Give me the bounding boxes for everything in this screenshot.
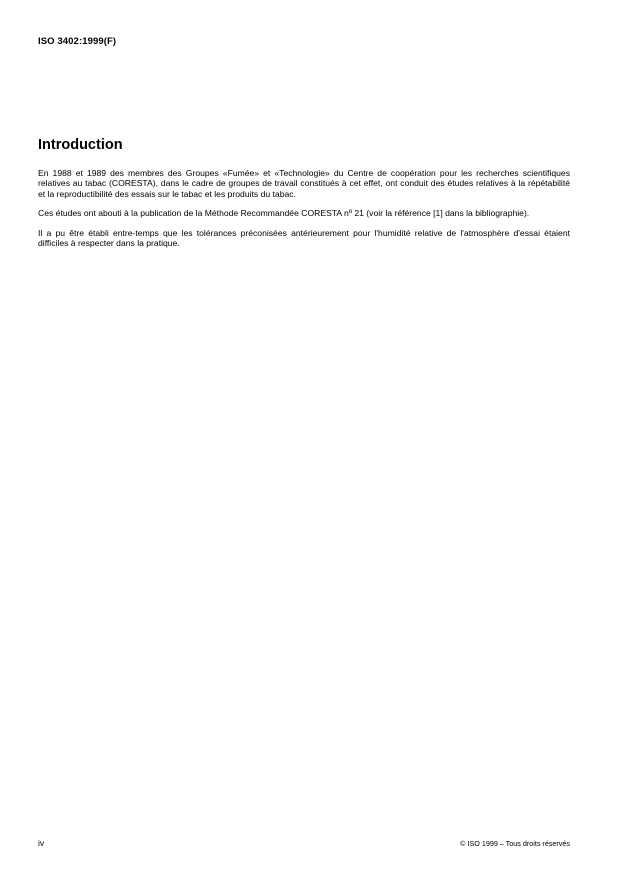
section-title: Introduction [38, 137, 123, 153]
copyright-notice: © ISO 1999 – Tous droits réservés [460, 839, 570, 848]
paragraph: En 1988 et 1989 des membres des Groupes «Fumée» et «Technologie» du Centre de coopération pour les recherches scientifiques relatives au tabac (CORESTA), dans le cadre de groupes de travail constitués à cet effet, ont conduit des études relatives à la répétabilité et la reproductibilité des essais sur le tabac et les produits du tabac. [38, 168, 570, 199]
section-body [38, 168, 570, 257]
standard-identifier: ISO 3402:1999(F) [38, 36, 117, 47]
paragraph: Ces études ont abouti à la publication de la Méthode Recommandée CORESTA nº 21 (voir la référence [1] dans la bibliographie). [38, 208, 530, 219]
paragraph: Il a pu être établi entre-temps que les tolérances préconisées antérieurement pour l'humidité relative de l'atmosphère d'essai étaient difficiles à respecter dans la pratique. [38, 227, 570, 249]
page-number: iv [38, 838, 45, 848]
